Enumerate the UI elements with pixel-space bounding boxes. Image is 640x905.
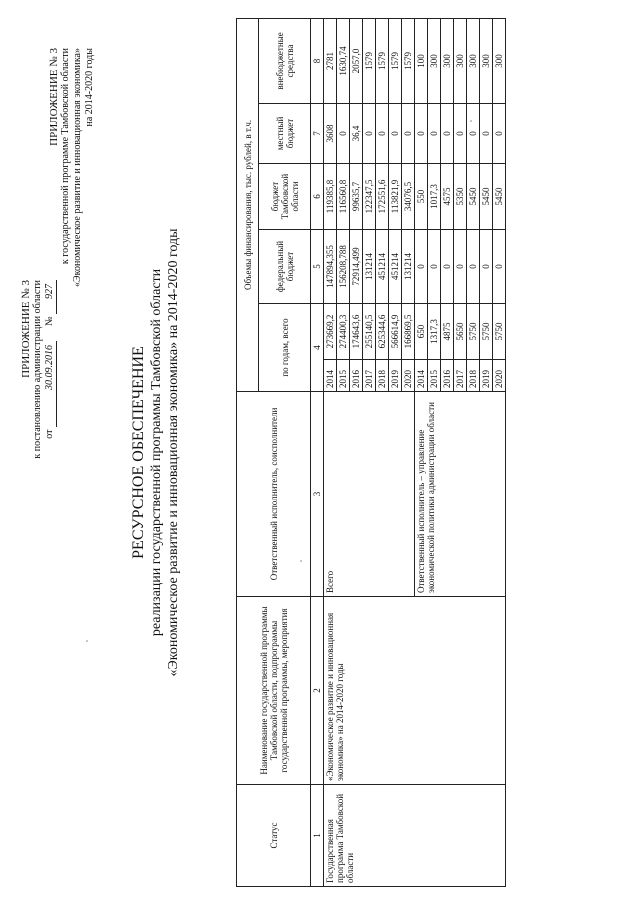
- title-line-3: «Экономическое развитие и инновационная экономика» на 2014-2020 годы: [166, 228, 181, 677]
- federal-cell: 0: [441, 230, 454, 304]
- offbudget-cell: 300: [493, 18, 506, 103]
- total-cell: 625344,6: [376, 304, 389, 360]
- column-index: 3: [311, 392, 324, 597]
- regional-cell: 113821,9: [389, 164, 402, 230]
- year-cell: 2017: [363, 360, 376, 392]
- year-cell: 2015: [337, 360, 350, 392]
- appendix-decree-dateline: [44, 280, 57, 459]
- federal-cell: 72914,499: [350, 230, 363, 304]
- offbudget-cell: 1579: [376, 18, 389, 103]
- local-cell: 0: [415, 104, 428, 164]
- number-prefix: №: [44, 316, 55, 327]
- offbudget-cell: 1579: [389, 18, 402, 103]
- column-index: 6: [311, 164, 324, 230]
- federal-cell: 0: [454, 230, 467, 304]
- header-local: местный бюджет: [259, 104, 311, 164]
- regional-cell: 99635,7: [350, 164, 363, 230]
- total-cell: 255140,5: [363, 304, 376, 360]
- local-cell: 36,4: [350, 104, 363, 164]
- local-cell: 0: [493, 104, 506, 164]
- offbudget-cell: 100: [415, 18, 428, 103]
- total-cell: 5750: [493, 304, 506, 360]
- appendix-program-title: ПРИЛОЖЕНИЕ № 3: [48, 48, 60, 146]
- federal-cell: 0: [493, 230, 506, 304]
- header-offbudget: внебюджетные средства: [259, 18, 311, 103]
- regional-cell: 122347,5: [363, 164, 376, 230]
- year-cell: 2020: [402, 360, 415, 392]
- total-cell: 566614,9: [389, 304, 402, 360]
- local-cell: 0: [337, 104, 350, 164]
- title-line-1: РЕСУРСНОЕ ОБЕСПЕЧЕНИЕ: [130, 346, 147, 559]
- year-cell: 2017: [454, 360, 467, 392]
- year-cell: 2014: [324, 360, 337, 392]
- federal-cell: 451214: [389, 230, 402, 304]
- date-value: 30.09.2016: [44, 341, 57, 427]
- executor-cell: Всего: [324, 392, 415, 597]
- total-cell: 166869,5: [402, 304, 415, 360]
- year-cell: 2018: [467, 360, 480, 392]
- regional-cell: 172551,6: [376, 164, 389, 230]
- federal-cell: 0: [428, 230, 441, 304]
- year-cell: 2014: [415, 360, 428, 392]
- year-cell: 2020: [493, 360, 506, 392]
- header-executor: Ответственный исполнитель, соисполнители: [237, 392, 311, 597]
- total-cell: 5750: [480, 304, 493, 360]
- column-index: 8: [311, 18, 324, 103]
- appendix-decree-block: [20, 280, 57, 459]
- offbudget-cell: 300: [467, 18, 480, 103]
- header-status: Статус: [237, 785, 311, 887]
- local-cell: 0: [389, 104, 402, 164]
- local-cell: 0: [363, 104, 376, 164]
- regional-cell: 5450: [493, 164, 506, 230]
- table-body: [324, 18, 506, 886]
- number-value: 927: [44, 280, 57, 314]
- federal-cell: 156208,788: [337, 230, 350, 304]
- offbudget-cell: 1630,74: [337, 18, 350, 103]
- offbudget-cell: 2057,0: [350, 18, 363, 103]
- program-name-cell: «Экономическое развитие и инновационная экономика» на 2014-2020 годы: [324, 597, 506, 785]
- local-cell: 0: [428, 104, 441, 164]
- federal-cell: 0: [480, 230, 493, 304]
- federal-cell: 451214: [376, 230, 389, 304]
- column-index: 2: [311, 597, 324, 785]
- total-cell: 5750: [467, 304, 480, 360]
- federal-cell: 147894,355: [324, 230, 337, 304]
- table-row: [324, 18, 337, 886]
- appendix-decree-subtitle: к постановлению администрации области: [32, 280, 43, 459]
- title-line-2: реализации государственной программы Тамбовской области: [149, 268, 164, 637]
- header-funding-group: Объемы финансирования, тыс. рублей, в т.ч.: [237, 18, 259, 391]
- regional-cell: 4575: [441, 164, 454, 230]
- appendix-program-block: [48, 48, 96, 287]
- offbudget-cell: 300: [441, 18, 454, 103]
- offbudget-cell: 2781: [324, 18, 337, 103]
- header-regional: бюджет Тамбовской области: [259, 164, 311, 230]
- local-cell: 0: [454, 104, 467, 164]
- resource-table: [236, 18, 506, 887]
- regional-cell: 34076,5: [402, 164, 415, 230]
- year-cell: 2016: [350, 360, 363, 392]
- date-prefix: от: [44, 429, 55, 439]
- total-cell: 5650: [454, 304, 467, 360]
- year-cell: 2019: [480, 360, 493, 392]
- column-index: 7: [311, 104, 324, 164]
- regional-cell: 5450: [467, 164, 480, 230]
- local-cell: 0: [376, 104, 389, 164]
- regional-cell: 5450: [480, 164, 493, 230]
- header-by-years: по годам, всего: [259, 304, 311, 392]
- total-cell: 1317,3: [428, 304, 441, 360]
- regional-cell: 1017,3: [428, 164, 441, 230]
- federal-cell: 131214: [363, 230, 376, 304]
- appendix-program-line: «Экономическое развитие и инновационная экономика»: [72, 48, 83, 287]
- year-cell: 2018: [376, 360, 389, 392]
- regional-cell: 550: [415, 164, 428, 230]
- total-cell: 650: [415, 304, 428, 360]
- offbudget-cell: 1579: [363, 18, 376, 103]
- appendix-program-line: к государственной программе Тамбовской области: [60, 48, 71, 265]
- local-cell: 0: [480, 104, 493, 164]
- local-cell: 0: [441, 104, 454, 164]
- year-cell: 2015: [428, 360, 441, 392]
- header-name: Наименование государственной программы Тамбовской области, подпрограммы государственной программы, мероприятия: [237, 597, 311, 785]
- offbudget-cell: 300: [480, 18, 493, 103]
- executor-cell: Ответственный исполнитель – управление экономической политики администрации области: [415, 392, 506, 597]
- total-cell: 174643,6: [350, 304, 363, 360]
- federal-cell: 0: [467, 230, 480, 304]
- offbudget-cell: 1579: [402, 18, 415, 103]
- column-index: 5: [311, 230, 324, 304]
- column-index: 1: [311, 785, 324, 887]
- total-cell: 4875: [441, 304, 454, 360]
- status-cell: Государственная программа Тамбовской области: [324, 785, 506, 887]
- regional-cell: 116560,8: [337, 164, 350, 230]
- year-cell: 2019: [389, 360, 402, 392]
- appendix-program-line: на 2014-2020 годы: [84, 48, 95, 127]
- offbudget-cell: 300: [428, 18, 441, 103]
- regional-cell: 119385,8: [324, 164, 337, 230]
- year-cell: 2016: [441, 360, 454, 392]
- offbudget-cell: 300: [454, 18, 467, 103]
- federal-cell: 0: [415, 230, 428, 304]
- local-cell: 3608: [324, 104, 337, 164]
- local-cell: 0: [467, 104, 480, 164]
- total-cell: 274400,3: [337, 304, 350, 360]
- column-index: 4: [311, 304, 324, 392]
- total-cell: 273669,2: [324, 304, 337, 360]
- regional-cell: 5350: [454, 164, 467, 230]
- local-cell: 0: [402, 104, 415, 164]
- federal-cell: 131214: [402, 230, 415, 304]
- document-title: [130, 0, 182, 905]
- header-federal: федеральный бюджет: [259, 230, 311, 304]
- appendix-decree-title: ПРИЛОЖЕНИЕ № 3: [20, 280, 32, 378]
